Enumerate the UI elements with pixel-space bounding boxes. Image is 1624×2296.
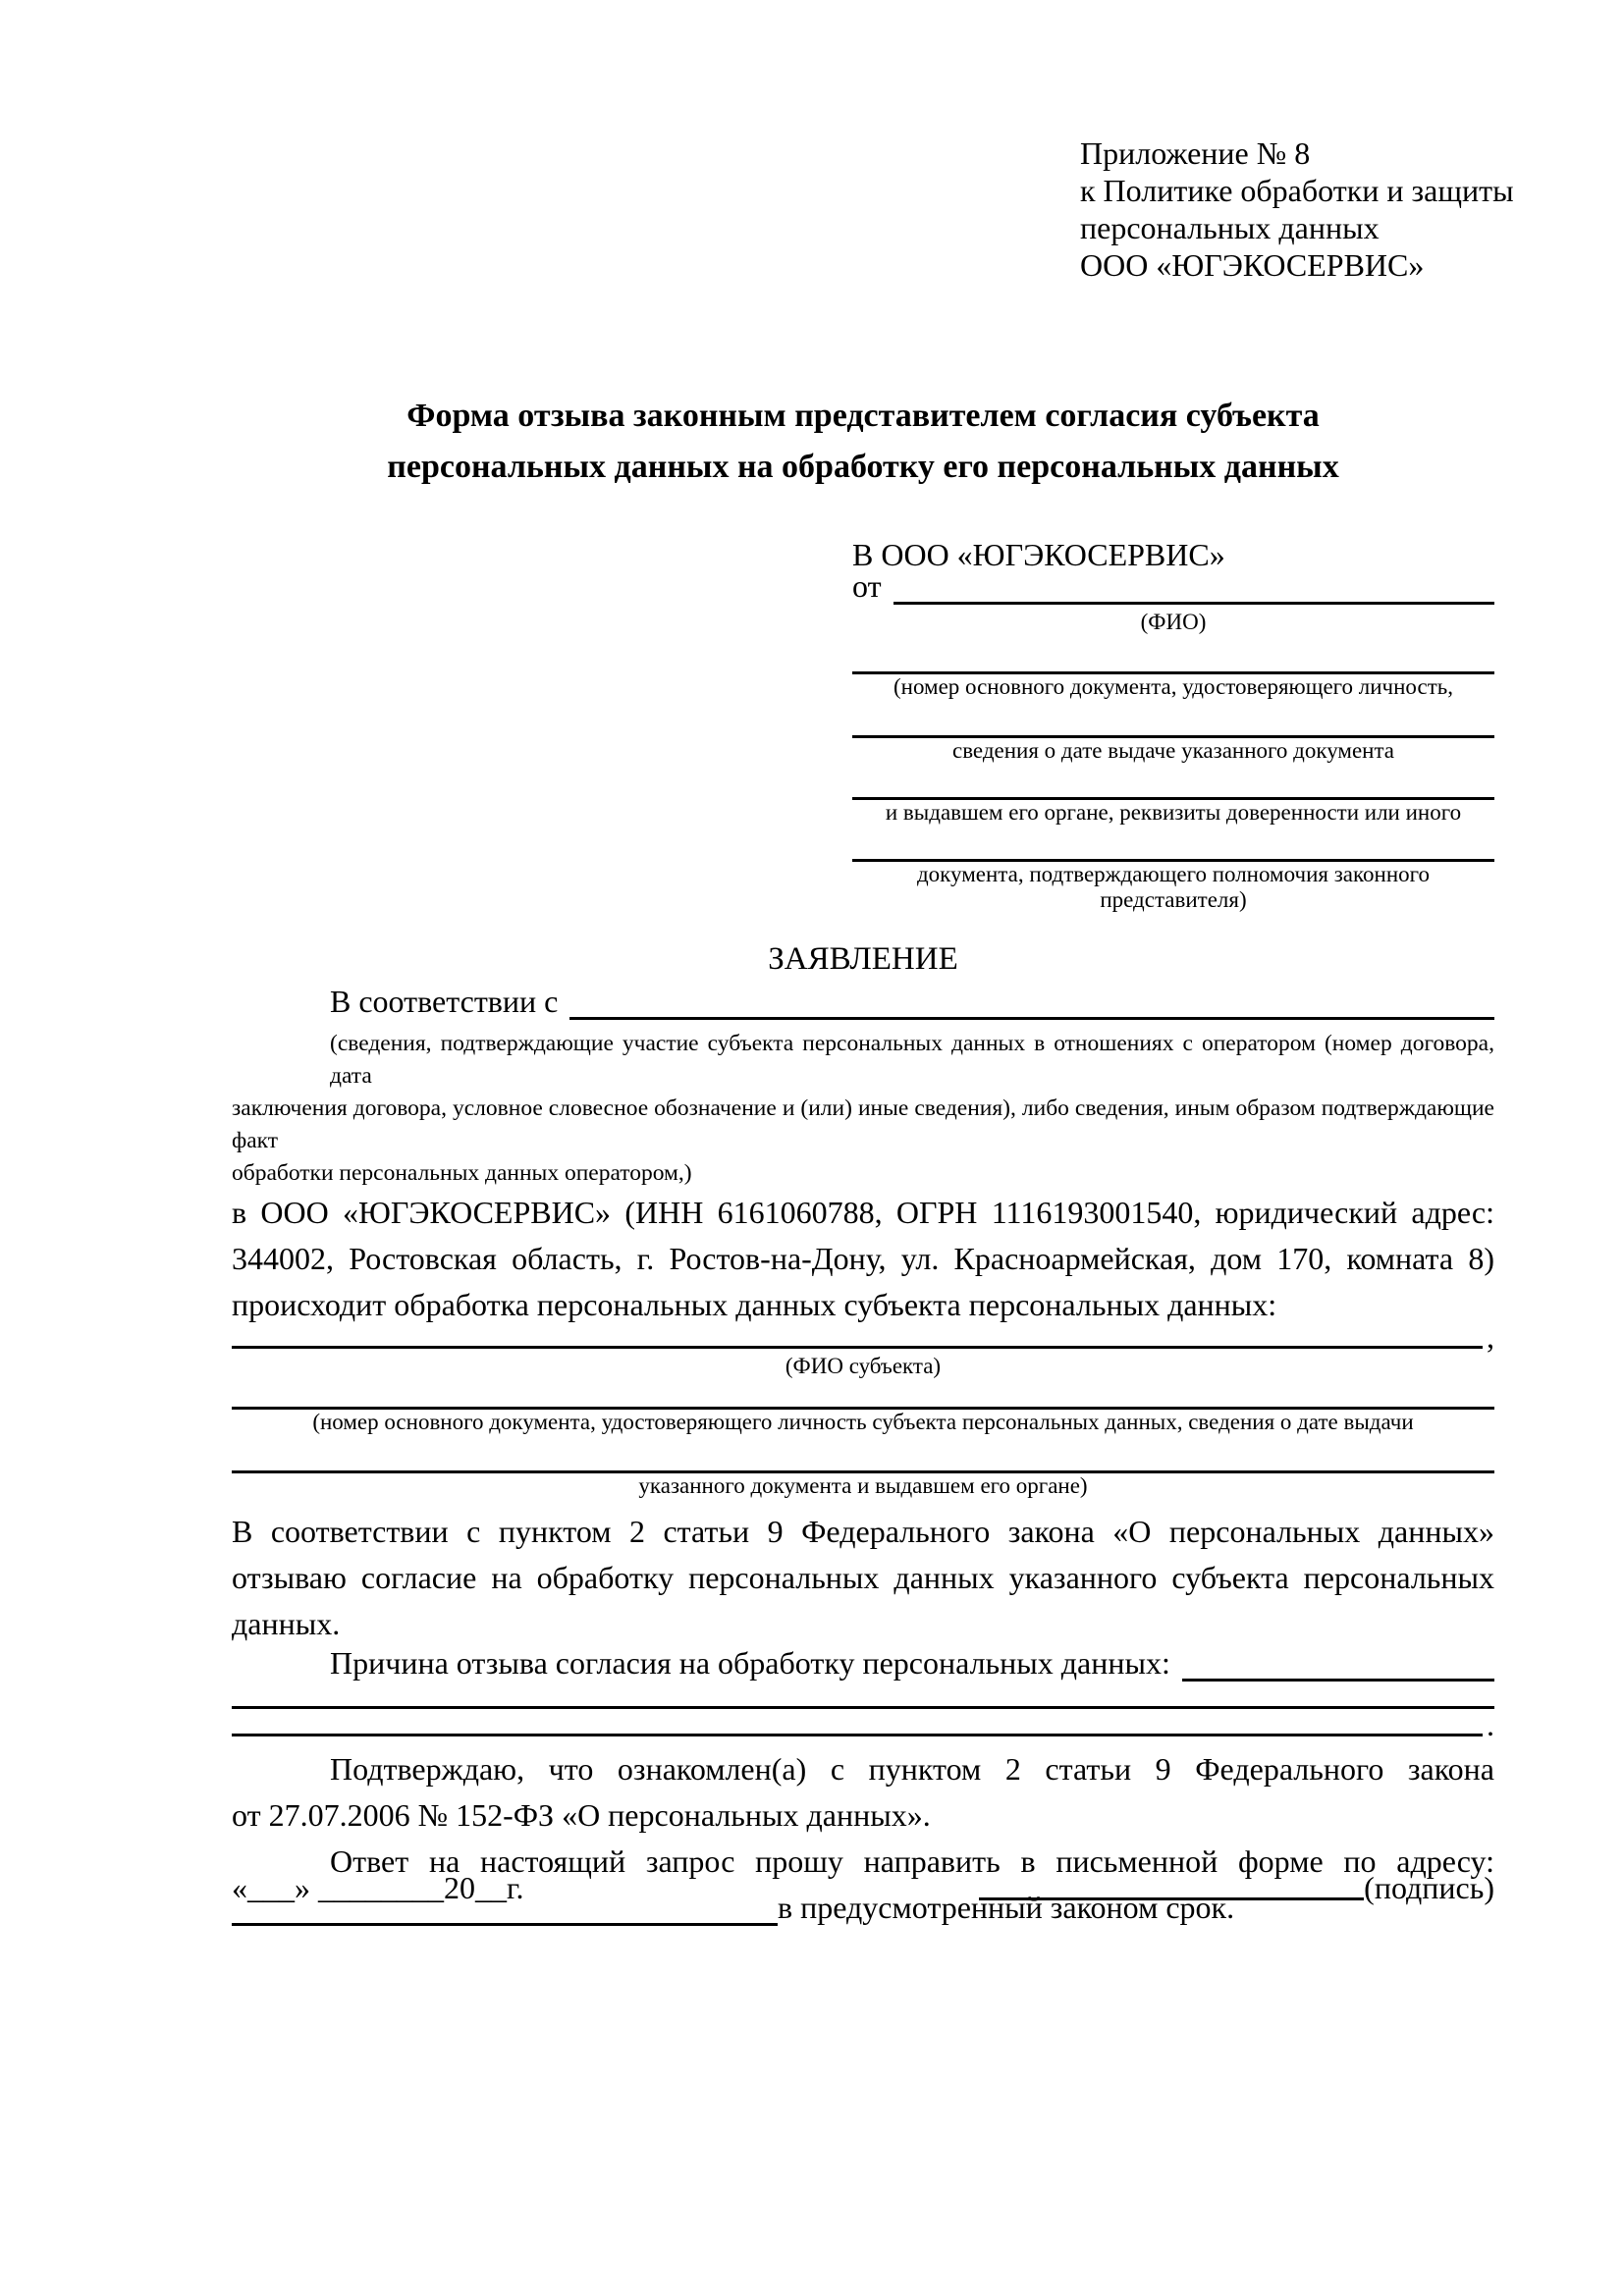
subject-document-caption: указанного документа и выдавшем его органе) [638, 1473, 1088, 1498]
subject-fio-caption: (ФИО субъекта) [785, 1354, 942, 1378]
document-title-line: персональных данных на обработку его персональных данных [387, 449, 1339, 485]
fio-caption: (ФИО) [1140, 610, 1207, 634]
fio-fill-in-line [893, 602, 1494, 605]
note-line: обработки персональных данных оператором,) [232, 1160, 692, 1186]
date-line: «___» ________20__г. [232, 1870, 524, 1905]
reason-row [232, 1647, 1494, 1686]
statement-body [232, 934, 1494, 1931]
signature-block [979, 1867, 1494, 1908]
from-row [852, 568, 1494, 610]
appendix-header-line: Приложение № 8 [1080, 135, 1311, 171]
fill-in-line [232, 1435, 1494, 1473]
fill-in-line [852, 764, 1494, 800]
issue-date-caption: сведения о дате выдаче указанного документа [951, 738, 1395, 763]
statement-heading: ЗАЯВЛЕНИЕ [768, 941, 958, 977]
signature-caption: (подпись) [1364, 1870, 1494, 1905]
from-label: от [852, 568, 882, 604]
law-paragraph [232, 1509, 1494, 1647]
issuing-authority-caption: и выдавшем его органе, реквизиты доверенности или иного [885, 800, 1462, 825]
addressee-organization: В ООО «ЮГЭКОСЕРВИС» [852, 537, 1225, 572]
paragraph-line: происходит обработка персональных данных субъекта персональных данных: [232, 1287, 1277, 1322]
fill-in-line [1182, 1679, 1494, 1682]
line-suffix: , [1487, 1319, 1494, 1355]
paragraph-line: В соответствии с пунктом 2 статьи 9 Федерального закона «О персональных данных» [232, 1514, 1494, 1549]
paragraph-line: данных. [232, 1606, 341, 1641]
appendix-header-line: к Политике обработки и защиты [1080, 173, 1514, 208]
appendix-header [1080, 134, 1514, 284]
response-suffix: в предусмотренный законом срок. [778, 1890, 1235, 1925]
reason-prefix: Причина отзыва согласия на обработку персональных данных: [330, 1645, 1170, 1681]
document-number-caption: (номер основного документа, удостоверяющего личность, [893, 674, 1453, 699]
confirmation-paragraph [232, 1746, 1494, 1839]
paragraph-line: Подтверждаю, что ознакомлен(а) с пунктом 2 статьи 9 Федерального закона [330, 1751, 1494, 1787]
intro-row [232, 984, 1494, 1025]
paragraph-line: отзываю согласие на обработку персональных данных указанного субъекта персональных [232, 1560, 1494, 1595]
fill-in-line [852, 826, 1494, 862]
appendix-header-line: ООО «ЮГЭКОСЕРВИС» [1080, 247, 1425, 283]
blank-line-row [232, 1709, 1494, 1741]
fill-in-line [232, 1734, 1483, 1736]
paragraph-line: от 27.07.2006 № 152-ФЗ «О персональных данных». [232, 1797, 931, 1833]
operator-paragraph [232, 1190, 1494, 1328]
subject-document-caption: (номер основного документа, удостоверяющего личность субъекта персональных данных, сведения о дате выдачи [312, 1410, 1414, 1434]
note-line: заключения договора, условное словесное обозначение и (или) иные сведения), либо сведения, иным образом подтверждающие факт [232, 1095, 1494, 1153]
subject-fio-row [232, 1319, 1494, 1355]
paragraph-line: 344002, Ростовская область, г. Ростов-на-Дону, ул. Красноармейская, дом 170, комната 8) [232, 1241, 1494, 1276]
document-title-line: Форма отзыва законным представителем согласия субъекта [406, 398, 1320, 434]
appendix-header-line: персональных данных [1080, 210, 1380, 245]
fill-in-line [569, 1017, 1494, 1020]
fill-in-line [232, 1923, 778, 1926]
footer-row [232, 1867, 1494, 1908]
fill-in-line [852, 700, 1494, 738]
addressee-block [852, 535, 1494, 913]
document-title [232, 391, 1494, 493]
paragraph-line: в ООО «ЮГЭКОСЕРВИС» (ИНН 6161060788, ОГРН 1116193001540, юридический адрес: [232, 1195, 1494, 1230]
signature-fill-in-line [979, 1897, 1364, 1900]
fill-in-line [232, 1379, 1494, 1410]
fill-in-line [232, 1686, 1494, 1709]
authority-document-caption: документа, подтверждающего полномочия законного представителя) [916, 862, 1430, 912]
operator-relation-note [232, 1028, 1494, 1190]
paragraph-line: Ответ на настоящий запрос прошу направить в письменной форме по адресу: [330, 1843, 1494, 1879]
intro-prefix: В соответствии с [330, 984, 559, 1019]
line-suffix: . [1487, 1707, 1494, 1742]
fill-in-line [232, 1346, 1483, 1349]
fill-in-line [852, 635, 1494, 674]
note-line: (сведения, подтверждающие участие субъекта персональных данных в отношениях с оператором (номер договора, дата [330, 1031, 1494, 1089]
